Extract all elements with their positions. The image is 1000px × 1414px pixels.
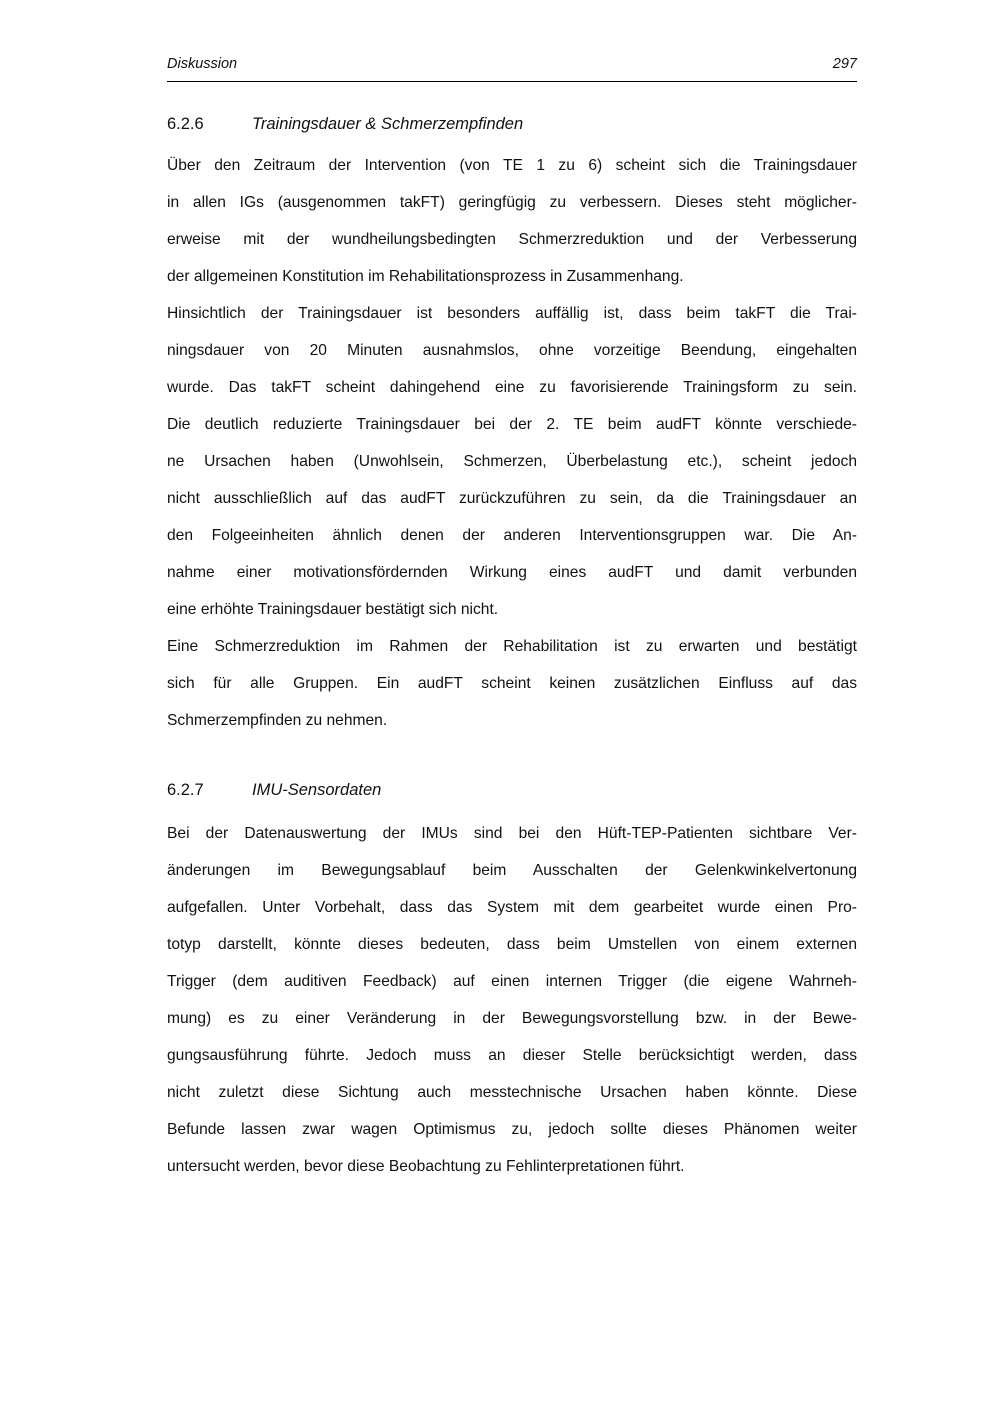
paragraph <box>167 815 857 1185</box>
text-line: nicht zuletzt diese Sichtung auch messtechnische Ursachen haben könnte. Diese <box>167 1084 857 1101</box>
text-line: wurde. Das takFT scheint dahingehend eine zu favorisierende Trainingsform zu sein. <box>167 379 857 396</box>
section-6-2-7 <box>167 781 857 1185</box>
text-line: sich für alle Gruppen. Ein audFT scheint keinen zusätzlichen Einfluss auf das <box>167 675 857 692</box>
section-number: 6.2.6 <box>167 115 204 133</box>
text-line: totyp darstellt, könnte dieses bedeuten, dass beim Umstellen von einem externen <box>167 936 857 953</box>
paragraph <box>167 295 857 628</box>
section-title: Trainingsdauer & Schmerzempfinden <box>252 115 524 133</box>
text-line: mung) es zu einer Veränderung in der Bewegungsvorstellung bzw. in der Bewe- <box>167 1010 857 1027</box>
text-line: Bei der Datenauswertung der IMUs sind bei den Hüft-TEP-Patienten sichtbare Ver- <box>167 825 857 842</box>
text-line: Die deutlich reduzierte Trainingsdauer bei der 2. TE beim audFT könnte verschiede- <box>167 416 857 433</box>
section-body <box>167 815 857 1185</box>
text-line: erweise mit der wundheilungsbedingten Schmerzreduktion und der Verbesserung <box>167 231 857 248</box>
text-line: ne Ursachen haben (Unwohlsein, Schmerzen, Überbelastung etc.), scheint jedoch <box>167 453 857 470</box>
text-line: Schmerzempfinden zu nehmen. <box>167 712 388 729</box>
text-line: der allgemeinen Konstitution im Rehabilitationsprozess in Zusammenhang. <box>167 268 684 285</box>
page-number: 297 <box>832 56 857 72</box>
text-line: in allen IGs (ausgenommen takFT) geringfügig zu verbessern. Dieses steht möglicher- <box>167 194 857 211</box>
text-line: untersucht werden, bevor diese Beobachtung zu Fehlinterpretationen führt. <box>167 1158 685 1175</box>
header-rule <box>167 81 857 82</box>
text-line: nicht ausschließlich auf das audFT zurückzuführen zu sein, da die Trainingsdauer an <box>167 490 857 507</box>
text-line: den Folgeeinheiten ähnlich denen der anderen Interventionsgruppen war. Die An- <box>167 527 857 544</box>
running-header <box>167 56 857 72</box>
text-line: änderungen im Bewegungsablauf beim Ausschalten der Gelenkwinkelvertonung <box>167 862 857 879</box>
text-line: ningsdauer von 20 Minuten ausnahmslos, ohne vorzeitige Beendung, eingehalten <box>167 342 857 359</box>
text-line: Befunde lassen zwar wagen Optimismus zu, jedoch sollte dieses Phänomen weiter <box>167 1121 857 1138</box>
section-number: 6.2.7 <box>167 781 204 799</box>
section-heading <box>167 115 857 134</box>
section-heading <box>167 781 857 800</box>
text-line: aufgefallen. Unter Vorbehalt, dass das System mit dem gearbeitet wurde einen Pro- <box>167 899 857 916</box>
text-line: gungsausführung führte. Jedoch muss an dieser Stelle berücksichtigt werden, dass <box>167 1047 857 1064</box>
text-line: eine erhöhte Trainingsdauer bestätigt sich nicht. <box>167 601 499 618</box>
running-header-title: Diskussion <box>167 56 238 72</box>
paragraph <box>167 628 857 739</box>
text-line: nahme einer motivationsfördernden Wirkung eines audFT und damit verbunden <box>167 564 857 581</box>
paragraph <box>167 147 857 295</box>
section-body <box>167 147 857 739</box>
text-line: Über den Zeitraum der Intervention (von TE 1 zu 6) scheint sich die Trainingsdauer <box>167 157 857 174</box>
section-6-2-6 <box>167 115 857 739</box>
text-line: Trigger (dem auditiven Feedback) auf einen internen Trigger (die eigene Wahrneh- <box>167 973 857 990</box>
text-line: Hinsichtlich der Trainingsdauer ist besonders auffällig ist, dass beim takFT die Trai- <box>167 305 857 322</box>
section-title: IMU-Sensordaten <box>252 781 382 799</box>
text-line: Eine Schmerzreduktion im Rahmen der Rehabilitation ist zu erwarten und bestätigt <box>167 638 857 655</box>
